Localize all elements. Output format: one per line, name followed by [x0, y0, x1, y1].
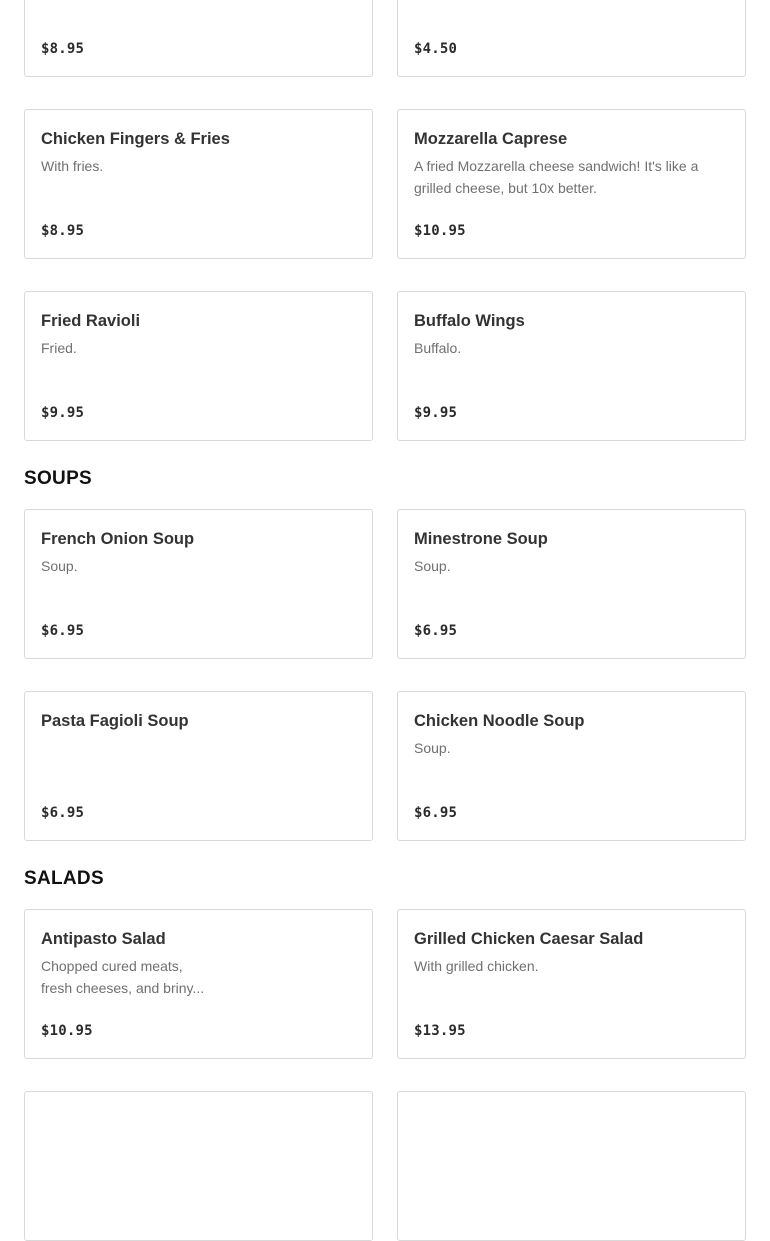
menu-item-price: $9.95	[41, 405, 85, 421]
menu-item-card[interactable]	[397, 691, 746, 841]
menu-item-name: Mozzarella Caprese	[414, 130, 568, 148]
menu-item-description: Fried.	[41, 340, 77, 356]
menu-item-description: Soup.	[414, 740, 451, 756]
soups-grid	[24, 509, 746, 841]
menu-item-price: $6.95	[414, 805, 458, 821]
menu-item-description: A fried Mozzarella cheese sandwich! It's like a grilled cheese, but 10x better.	[414, 158, 699, 196]
section-title-salads: SALADS	[24, 868, 104, 889]
menu-item-card[interactable]	[397, 0, 746, 77]
menu-item-price: $10.95	[41, 1023, 93, 1039]
menu-item-name: Antipasto Salad	[41, 930, 166, 948]
menu-item-name: Fried Ravioli	[41, 312, 141, 330]
menu-item-name: Pasta Fagioli Soup	[41, 712, 189, 730]
menu-item-price: $8.95	[41, 41, 85, 57]
menu-item-card[interactable]	[24, 691, 373, 841]
menu-item-description: Soup.	[41, 558, 78, 574]
menu-item-name: Buffalo Wings	[414, 312, 525, 330]
menu-item-name: Grilled Chicken Caesar Salad	[414, 930, 644, 948]
menu-item-name: Chicken Noodle Soup	[414, 712, 585, 730]
menu-item-card[interactable]	[24, 291, 373, 441]
appetizers-grid	[24, 0, 746, 441]
menu-item-card[interactable]	[24, 509, 373, 659]
menu-item-card[interactable]	[397, 909, 746, 1059]
menu-item-name: Minestrone Soup	[414, 530, 548, 548]
salads-grid	[24, 909, 746, 1241]
menu-item-card[interactable]	[24, 909, 373, 1059]
menu-item-card[interactable]	[24, 1091, 373, 1241]
menu-page	[24, 0, 746, 1241]
menu-item-card[interactable]	[397, 509, 746, 659]
menu-item-name: Chicken Fingers & Fries	[41, 130, 230, 148]
menu-item-price: $6.95	[41, 805, 85, 821]
menu-item-description: Chopped cured meats, fresh cheeses, and briny...	[41, 958, 205, 996]
menu-item-description: Buffalo.	[414, 340, 462, 356]
menu-item-card[interactable]	[397, 109, 746, 259]
menu-item-description: With grilled chicken.	[414, 958, 539, 974]
menu-item-price: $8.95	[41, 223, 85, 239]
menu-item-price: $6.95	[41, 623, 85, 639]
menu-item-card[interactable]	[397, 1091, 746, 1241]
menu-item-description: With fries.	[41, 158, 104, 174]
menu-item-card[interactable]	[24, 109, 373, 259]
menu-item-card[interactable]	[397, 291, 746, 441]
menu-item-description: Soup.	[414, 558, 451, 574]
menu-item-price: $13.95	[414, 1023, 466, 1039]
menu-item-name: French Onion Soup	[41, 530, 195, 548]
menu-item-price: $4.50	[414, 41, 458, 57]
section-title-soups: SOUPS	[24, 468, 93, 489]
menu-item-card[interactable]	[24, 0, 373, 77]
menu-item-price: $10.95	[414, 223, 466, 239]
menu-item-price: $9.95	[414, 405, 458, 421]
menu-item-price: $6.95	[414, 623, 458, 639]
